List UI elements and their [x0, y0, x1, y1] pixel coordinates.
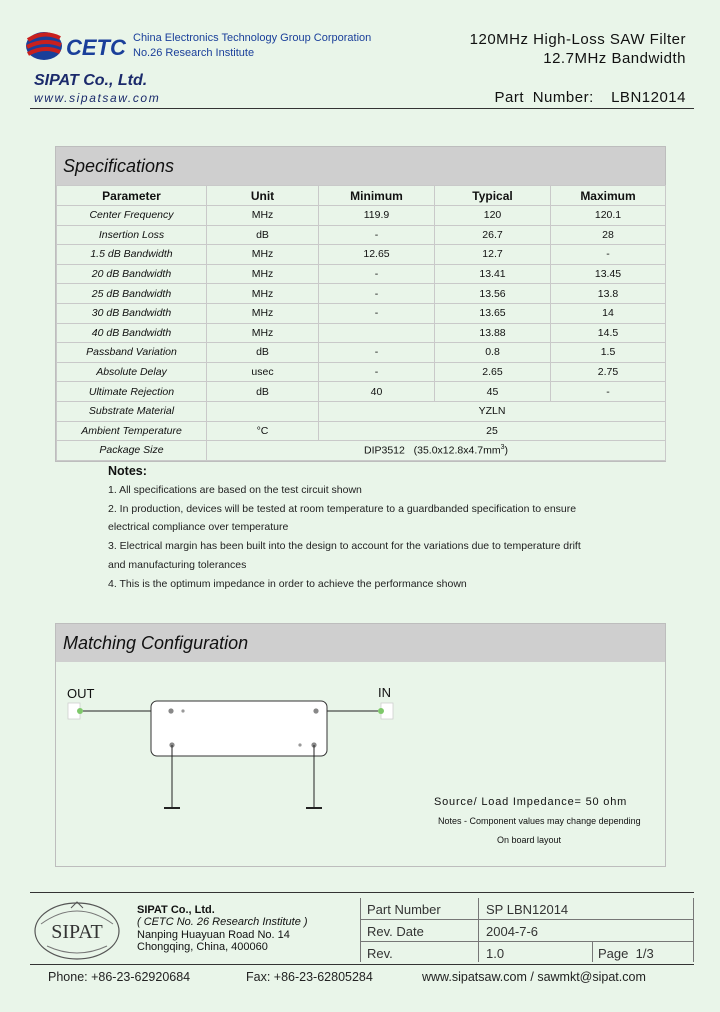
table-row	[57, 401, 666, 421]
out-pin-icon	[68, 703, 83, 719]
param-cell: Center Frequency	[57, 206, 207, 226]
table-row	[57, 264, 666, 284]
unit-cell: MHz	[207, 284, 319, 304]
note-item: 1. All specifications are based on the test circuit shown	[108, 483, 362, 496]
matching-note-line-2: On board layout	[497, 835, 562, 845]
footer-rev-date-value: 2004-7-6	[486, 924, 539, 939]
max-cell: 1.5	[551, 343, 666, 363]
param-cell: Ambient Temperature	[57, 421, 207, 441]
notes-title: Notes:	[108, 464, 147, 478]
max-cell: 2.75	[551, 362, 666, 382]
param-cell: 30 dB Bandwidth	[57, 303, 207, 323]
typ-cell: 13.41	[435, 264, 551, 284]
logo-text: CETC	[66, 35, 126, 60]
value-cell: 25	[319, 421, 666, 441]
table-header-row	[57, 186, 666, 206]
max-cell: 28	[551, 225, 666, 245]
unit-cell	[207, 401, 319, 421]
unit-cell: dB	[207, 343, 319, 363]
typ-cell: 13.56	[435, 284, 551, 304]
param-cell: Package Size	[57, 441, 207, 461]
max-cell: 120.1	[551, 206, 666, 226]
typ-cell: 2.65	[435, 362, 551, 382]
footer-table-line	[478, 898, 479, 962]
min-cell: 40	[319, 382, 435, 402]
part-number-value: LBN12014	[611, 89, 686, 106]
specifications-panel	[55, 146, 666, 462]
specifications-title: Specifications	[56, 147, 665, 185]
company-line-1: China Electronics Technology Group Corporation	[133, 32, 372, 44]
param-cell: Substrate Material	[57, 401, 207, 421]
typ-cell: 0.8	[435, 343, 551, 363]
table-row	[57, 206, 666, 226]
matching-note-line-1: Notes - Component values may change depending	[438, 816, 641, 826]
unit-cell: dB	[207, 382, 319, 402]
unit-cell: MHz	[207, 206, 319, 226]
table-row	[57, 343, 666, 363]
matching-title: Matching Configuration	[56, 624, 665, 662]
product-subtitle: 12.7MHz Bandwidth	[543, 50, 686, 67]
table-row	[57, 225, 666, 245]
footer-page-value: 1/3	[635, 946, 654, 961]
min-cell: 12.65	[319, 245, 435, 265]
out-label: OUT	[67, 686, 95, 701]
unit-cell: dB	[207, 225, 319, 245]
col-header: Maximum	[551, 186, 666, 206]
min-cell: -	[319, 225, 435, 245]
footer-page	[598, 946, 654, 961]
col-header: Parameter	[57, 186, 207, 206]
note-item: 2. In production, devices will be tested at room temperature to a guardbanded specification to ensure	[108, 502, 577, 515]
param-cell: Passband Variation	[57, 343, 207, 363]
footer-fax: Fax: +86-23-62805284	[246, 970, 373, 984]
footer-table-line	[693, 898, 694, 962]
table-row	[57, 323, 666, 343]
specifications-table	[56, 185, 666, 461]
company-line-2: No.26 Research Institute	[133, 47, 255, 59]
footer-contact-divider	[30, 964, 694, 965]
footer-address-1: Nanping Huayuan Road No. 14	[137, 928, 290, 941]
footer-part-number-label: Part Number	[367, 902, 441, 917]
min-cell: -	[319, 362, 435, 382]
footer-table-line	[592, 942, 593, 962]
max-cell: -	[551, 245, 666, 265]
table-row	[57, 303, 666, 323]
table-row	[57, 245, 666, 265]
min-cell: -	[319, 343, 435, 363]
param-cell: 20 dB Bandwidth	[57, 264, 207, 284]
param-cell: 25 dB Bandwidth	[57, 284, 207, 304]
value-cell: YZLN	[319, 401, 666, 421]
unit-cell: MHz	[207, 264, 319, 284]
typ-cell: 13.65	[435, 303, 551, 323]
param-cell: Insertion Loss	[57, 225, 207, 245]
param-cell: Ultimate Rejection	[57, 382, 207, 402]
footer-part-number-value: SP LBN12014	[486, 902, 569, 917]
impedance-note: Source/ Load Impedance= 50 ohm	[434, 796, 628, 808]
website-link[interactable]: www.sipatsaw.com	[34, 91, 161, 105]
sipat-seal-logo	[31, 900, 123, 962]
unit-cell: MHz	[207, 303, 319, 323]
notes-section	[108, 462, 628, 594]
footer-rev-value: 1.0	[486, 946, 505, 961]
note-item: 4. This is the optimum impedance in order to achieve the performance shown	[108, 577, 467, 590]
unit-cell: MHz	[207, 245, 319, 265]
typ-cell: 45	[435, 382, 551, 402]
param-cell: 40 dB Bandwidth	[57, 323, 207, 343]
cetc-emblem-icon	[22, 26, 134, 66]
max-cell: 13.8	[551, 284, 666, 304]
note-item: 3. Electrical margin has been built into the design to account for the variations due to temperature drift	[108, 540, 581, 553]
unit-cell: MHz	[207, 323, 319, 343]
max-cell: -	[551, 382, 666, 402]
footer-phone: Phone: +86-23-62920684	[48, 970, 191, 984]
saw-package-outline	[151, 701, 327, 756]
footer-table-line	[360, 898, 361, 962]
note-item: electrical compliance over temperature	[108, 521, 289, 534]
table-row	[57, 362, 666, 382]
footer-address-2: Chongqing, China, 400060	[137, 941, 268, 954]
sipat-seal-icon	[31, 900, 123, 962]
typ-cell: 120	[435, 206, 551, 226]
footer-rev-label: Rev.	[367, 946, 393, 961]
typ-cell: 12.7	[435, 245, 551, 265]
table-row	[57, 284, 666, 304]
min-cell: -	[319, 303, 435, 323]
col-header: Typical	[435, 186, 551, 206]
max-cell: 14.5	[551, 323, 666, 343]
param-cell: 1.5 dB Bandwidth	[57, 245, 207, 265]
matching-circuit-diagram	[0, 660, 720, 860]
in-pin-icon	[378, 703, 393, 719]
footer-rev-date-label: Rev. Date	[367, 924, 424, 939]
table-row	[57, 441, 666, 461]
max-cell: 14	[551, 303, 666, 323]
typ-cell: 13.88	[435, 323, 551, 343]
seal-text: SIPAT	[51, 921, 103, 943]
min-cell: -	[319, 264, 435, 284]
in-label: IN	[378, 685, 391, 700]
min-cell: 119.9	[319, 206, 435, 226]
header-divider	[30, 108, 694, 109]
min-cell: -	[319, 284, 435, 304]
param-cell: Absolute Delay	[57, 362, 207, 382]
footer-top-divider	[30, 892, 694, 893]
unit-cell: °C	[207, 421, 319, 441]
footer-institute: ( CETC No. 26 Research Institute )	[137, 916, 308, 929]
package-superscript: 3	[500, 444, 505, 452]
product-title: 120MHz High-Loss SAW Filter	[469, 31, 686, 48]
col-header: Unit	[207, 186, 319, 206]
typ-cell: 26.7	[435, 225, 551, 245]
max-cell: 13.45	[551, 264, 666, 284]
company-name: SIPAT Co., Ltd.	[34, 72, 148, 89]
part-number-header	[495, 89, 686, 106]
note-item: and manufacturing tolerances	[108, 558, 247, 571]
table-row	[57, 421, 666, 441]
footer-company: SIPAT Co., Ltd.	[137, 904, 215, 916]
col-header: Minimum	[319, 186, 435, 206]
footer-page-label: Page	[598, 946, 629, 961]
value-cell	[207, 441, 666, 461]
min-cell	[319, 323, 435, 343]
part-number-label: Part Number:	[494, 89, 594, 106]
footer-table-line	[360, 941, 694, 942]
footer-company-block	[137, 904, 308, 954]
package-value: DIP3512 (35.0x12.8x4.7mm	[364, 444, 501, 457]
table-row	[57, 382, 666, 402]
footer-table-line	[360, 919, 694, 920]
footer-web-email[interactable]: www.sipatsaw.com / sawmkt@sipat.com	[422, 970, 646, 984]
package-close: )	[504, 444, 508, 457]
unit-cell: usec	[207, 362, 319, 382]
